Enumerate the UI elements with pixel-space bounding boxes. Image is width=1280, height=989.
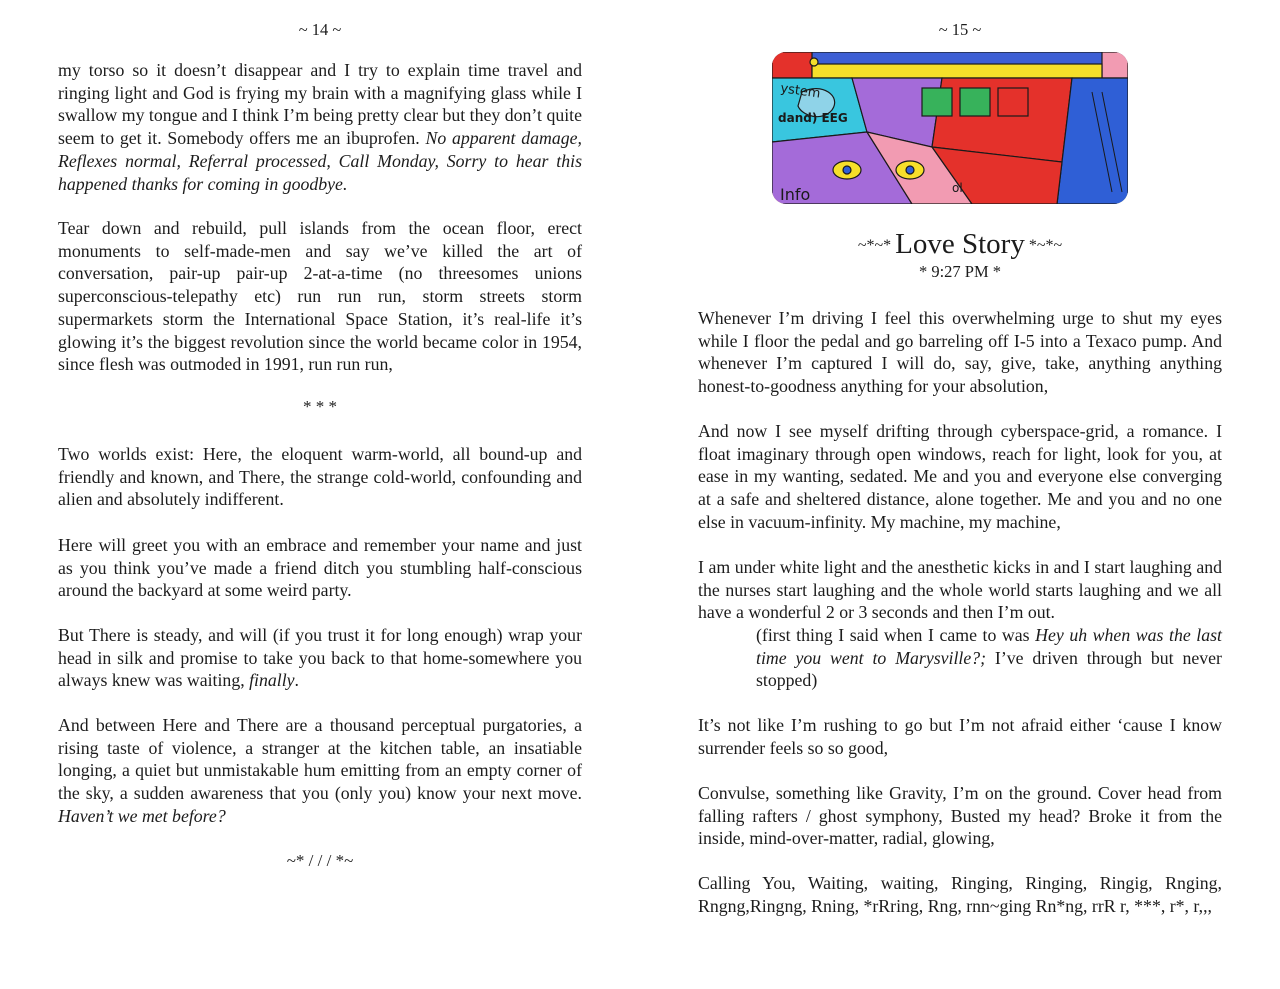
- paragraph: [58, 624, 582, 692]
- paragraph: Tear down and rebuild, pull islands from the ocean floor, erect monuments to self-made-men and say we’ve killed the art of conversation, pair-up pair-up 2-at-a-time (no threesomes unions superconscious-telepathy etc) run run run, storm streets storm supermarkets storm the International Space Station, it’s real-life it’s glowing it’s the biggest revolution since the world became color in 1954, since flesh was outmoded in 1991, run run run,: [58, 218, 582, 375]
- indented-aside: [756, 624, 1222, 692]
- section-separator: * * *: [303, 397, 337, 416]
- end-mark: ~* / / / *~: [286, 851, 354, 870]
- paragraph: [58, 59, 582, 195]
- page-number: ~ 14 ~: [298, 20, 342, 39]
- collage-text: ol: [952, 181, 963, 195]
- paragraph: Whenever I’m driving I feel this overwhelming urge to shut my eyes while I floor the pedal and go barreling off I-5 into a Texaco pump. And whenever I’m captured I will do, say, give, take, anything anything honest-to-goodness anything for your absolution,: [698, 308, 1222, 397]
- collage-text: Info: [780, 185, 811, 204]
- paragraph-text: my torso so it doesn’t disappear and I try to explain time travel and ringing light and God is frying my brain with a magnifying glass while I swallow my tongue and I think I’m being pretty clear but they don’t quite seem to get it. Somebody offers me an ibuprofen.: [58, 60, 582, 149]
- left-page: [58, 0, 582, 989]
- collage-illustration: [772, 52, 1128, 204]
- poem-time: * 9:27 PM *: [918, 262, 1002, 281]
- paragraph-italic: Hey uh when was the last time you went to Marysville?;: [756, 625, 1222, 668]
- paragraph-text: (first thing I said when I came to was: [756, 625, 1036, 645]
- paragraph-text: But There is steady, and will (if you trust it for long enough) wrap your head in silk and promise to take you back to that home-somewhere you always knew was waiting,: [58, 625, 582, 691]
- paragraph-italic: Haven’t we met before?: [58, 805, 226, 826]
- title-decoration: ~*~*: [857, 237, 892, 254]
- paragraph-text: I’ve driven through but never stopped): [756, 647, 1222, 691]
- paragraph-italic: finally: [249, 670, 295, 691]
- paragraph-italic: No apparent damage, Reflexes normal, Referral processed, Call Monday, Sorry to hear this happened thanks for coming in goodbye.: [58, 128, 582, 194]
- paragraph: Here will greet you with an embrace and remember your name and just as you think you’ve made a friend ditch you stumbling half-conscious around the backyard at some weird party.: [58, 535, 582, 601]
- paragraph: Convulse, something like Gravity, I’m on the ground. Cover head from falling rafters / ghost symphony, Busted my head? Broke it from the inside, mind-over-matter, radial, glowing,: [698, 783, 1222, 849]
- collage-text: ystem: [779, 81, 822, 102]
- collage-text: dand) EEG: [778, 111, 848, 125]
- page-number: ~ 15 ~: [938, 20, 982, 39]
- title-text: Love Story: [895, 228, 1025, 260]
- paragraph: Two worlds exist: Here, the eloquent warm-world, all bound-up and friendly and known, and There, the strange cold-world, confounding and alien and absolutely indifferent.: [58, 444, 582, 510]
- paragraph: Calling You, Waiting, waiting, Ringing, Ringing, Ringig, Rnging, Rngng,Ringng, Rning, *rRring, Rng, rnn~ging Rn*ng, rrR r, ***, r*, r,,,: [698, 873, 1222, 916]
- paragraph: And now I see myself drifting through cyberspace-grid, a romance. I float imaginary through open windows, reach for light, look for you, at ease in my wanting, sedated. Me and you and everyone else converging at a safe and sheltered distance, alone together. Me and you and no one else in vacuum-infinity. My machine, my machine,: [698, 421, 1222, 532]
- title-decoration: *~*~: [1028, 237, 1063, 254]
- paragraph-text: .: [294, 670, 299, 691]
- poem-title: [698, 228, 1222, 261]
- paragraph: [58, 714, 582, 828]
- paragraph: It’s not like I’m rushing to go but I’m not afraid either ‘cause I know surrender feels so so good,: [698, 715, 1222, 758]
- paragraph-text: And between Here and There are a thousand perceptual purgatories, a rising taste of violence, a stranger at the kitchen table, an insatiable longing, a quiet but unmistakable hum emitting from an empty corner of the sky, a sudden awareness that you (only you) know your next move.: [58, 715, 582, 804]
- paragraph: I am under white light and the anesthetic kicks in and I start laughing and the nurses start laughing and the whole world starts laughing and we all have a wonderful 2 or 3 seconds and then I’m out.: [698, 557, 1222, 623]
- right-page: [698, 0, 1222, 989]
